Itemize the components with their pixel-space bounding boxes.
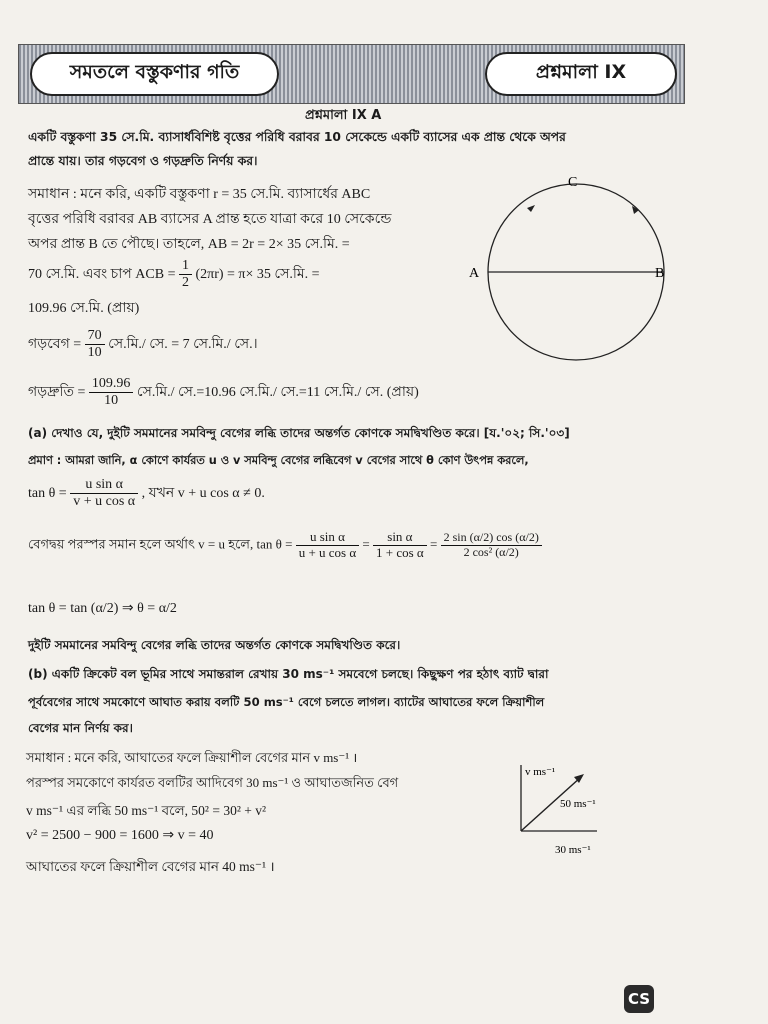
problem-b-solution-line3: v ms⁻¹ এর লব্ধি 50 ms⁻¹ বলে, 50² = 30² + v² [26, 803, 267, 818]
label-v: v ms⁻¹ [525, 766, 556, 778]
label-a: A [469, 266, 480, 281]
result-line: tan θ = tan (α/2) ⇒ θ = α/2 [28, 601, 177, 616]
problem-b-question-line2: পূর্ববেগের সাথে সমকোণে আঘাত করায় বলটি 50 ms⁻¹ বেগে চলতে লাগল। ব্যাটের আঘাতের ফলে ক্রিয়াশীল [28, 695, 545, 709]
eq2-denominator: 1 + cos α [376, 544, 424, 560]
arc-length-text: 70 সে.মি. এবং চাপ ACB = [28, 266, 176, 282]
tan-label: tan θ = [28, 485, 67, 501]
velocity-result: সে.মি./ সে. = 7 সে.মি./ সে.। [108, 336, 258, 352]
eq1-denominator: u + u cos α [298, 544, 357, 560]
tan-numerator: u sin α [70, 477, 138, 494]
problem-b-question-line3: বেগের মান নির্ণয় কর। [28, 721, 133, 735]
velocity-label: গড়বেগ = [28, 336, 82, 352]
equal-velocity-text: বেগদ্বয় পরস্পর সমান হলে অর্থাৎ v = u হলে, tan θ = [28, 536, 293, 552]
speed-numerator: 109.96 [89, 376, 134, 393]
problem1-question-line2: প্রান্তে যায়। তার গড়বেগ ও গড়দ্রুতি নির্ণয় কর। [28, 154, 258, 168]
tan-theta-formula [28, 477, 265, 510]
problem-a-proof-line: প্রমাণ : আমরা জানি, α কোণে কার্যরত u ও v সমবিন্দু বেগের লব্ধিবেগ v বেগের সাথে θ কোণ উৎপন্ন করলে, [28, 454, 529, 467]
speed-result: সে.মি./ সে.=10.96 সে.মি./ সে.=11 সে.মি./ সে. (প্রায়) [136, 384, 419, 400]
label-30: 30 ms⁻¹ [555, 844, 591, 856]
problem1-solution-line2: বৃত্তের পরিধি বরাবর AB ব্যাসের A প্রান্ত হতে যাত্রা করে 10 সেকেন্ডে [28, 212, 392, 227]
speed-denominator: 10 [104, 393, 119, 409]
problem-b-solution-line4: v² = 2500 − 900 = 1600 ⇒ v = 40 [26, 828, 214, 843]
circle-figure [465, 170, 685, 370]
average-speed [28, 376, 419, 409]
problem-b-solution-line1: সমাধান : মনে করি, আঘাতের ফলে ক্রিয়াশীল বেগের মান v ms⁻¹ । [26, 750, 358, 765]
problem-a-conclusion: দুইটি সমমানের সমবিন্দু বেগের লব্ধি তাদের অন্তর্গত কোণকে সমদ্বিখণ্ডিত করে। [28, 638, 401, 652]
eq2-numerator: sin α [373, 530, 427, 546]
average-velocity [28, 328, 258, 361]
arc-length-value: (2πr) = π× 35 সে.মি. = [195, 266, 320, 282]
problem-b-solution-line5: আঘাতের ফলে ক্রিয়াশীল বেগের মান 40 ms⁻¹ । [26, 859, 275, 874]
camscanner-logo: CS [624, 985, 654, 1013]
problem1-solution-line4 [28, 258, 320, 291]
velocity-denominator: 10 [87, 345, 102, 361]
problem-a-question: (a) দেখাও যে, দুইটি সমমানের সমবিন্দু বেগের লব্ধি তাদের অন্তর্গত কোণকে সমদ্বিখণ্ডিত করে। [য.'০২; সি.'০৩] [28, 426, 570, 440]
label-b: B [655, 266, 665, 281]
direction-arrow-left [527, 205, 535, 212]
eq3-numerator: 2 sin (α/2) cos (α/2) [441, 531, 542, 546]
tan-condition: , যখন v + u cos α ≠ 0. [141, 485, 265, 501]
speed-label: গড়দ্রুতি = [28, 384, 86, 400]
problem-b-solution-line2: পরস্পর সমকোণে কার্যরত বলটির আদিবেগ 30 ms⁻¹ ও আঘাতজনিত বেগ [26, 775, 399, 790]
label-c: C [568, 175, 578, 190]
velocity-numerator: 70 [85, 328, 105, 345]
problem1-solution-line3: অপর প্রান্ত B তে পৌছে। তাহলে, AB = 2r = 2× 35 সে.মি. = [28, 237, 350, 252]
problem1-solution-line1: সমাধান : মনে করি, একটি বস্তুকণা r = 35 সে.মি. ব্যাসার্ধের ABC [28, 187, 371, 202]
fraction-denominator: 2 [181, 275, 189, 291]
half-fraction [179, 258, 192, 291]
problem-b-question-line1: (b) একটি ক্রিকেট বল ভূমির সাথে সমান্তরাল রেখায় 30 ms⁻¹ সমবেগে চলছে। কিছুক্ষণ পর হঠাৎ ব্যাট দ্বারা [28, 667, 549, 681]
eq3-denominator: 2 cos² (α/2) [463, 544, 519, 559]
tan-denominator: v + u cos α [73, 494, 136, 510]
velocity-figure [505, 755, 615, 860]
eq1-numerator: u sin α [296, 530, 359, 546]
problem1-question-line1: একটি বস্তুকণা 35 সে.মি. ব্যাসার্ধবিশিষ্ট বৃত্তের পরিধি বরাবর 10 সেকেন্ডে একটি ব্যাসের এক প্রান্ত থেকে অপর [28, 130, 566, 144]
fraction-numerator: 1 [179, 258, 192, 275]
label-50: 50 ms⁻¹ [560, 798, 596, 810]
sub-heading: প্রশ্নমালা IX A [305, 108, 382, 123]
chapter-title: সমতলে বস্তুকণার গতি [30, 52, 279, 96]
exercise-tag: প্রশ্নমালা IX [485, 52, 677, 96]
problem1-solution-line5: 109.96 সে.মি. (প্রায়) [28, 301, 140, 316]
equal-velocity-derivation: বেগদ্বয় পরস্পর সমান হলে অর্থাৎ v = u হলে, tan θ = $\frac{\text{u sin α}}{\text{u + u cos α}}$ = $\frac{\text{sin α}}{\text{1 + cos α}}$ = $\frac{2 \sin (\alpha/2) \cos (\alpha/2)}{\text{2 cos² (α/2)}}$ [28, 530, 542, 561]
